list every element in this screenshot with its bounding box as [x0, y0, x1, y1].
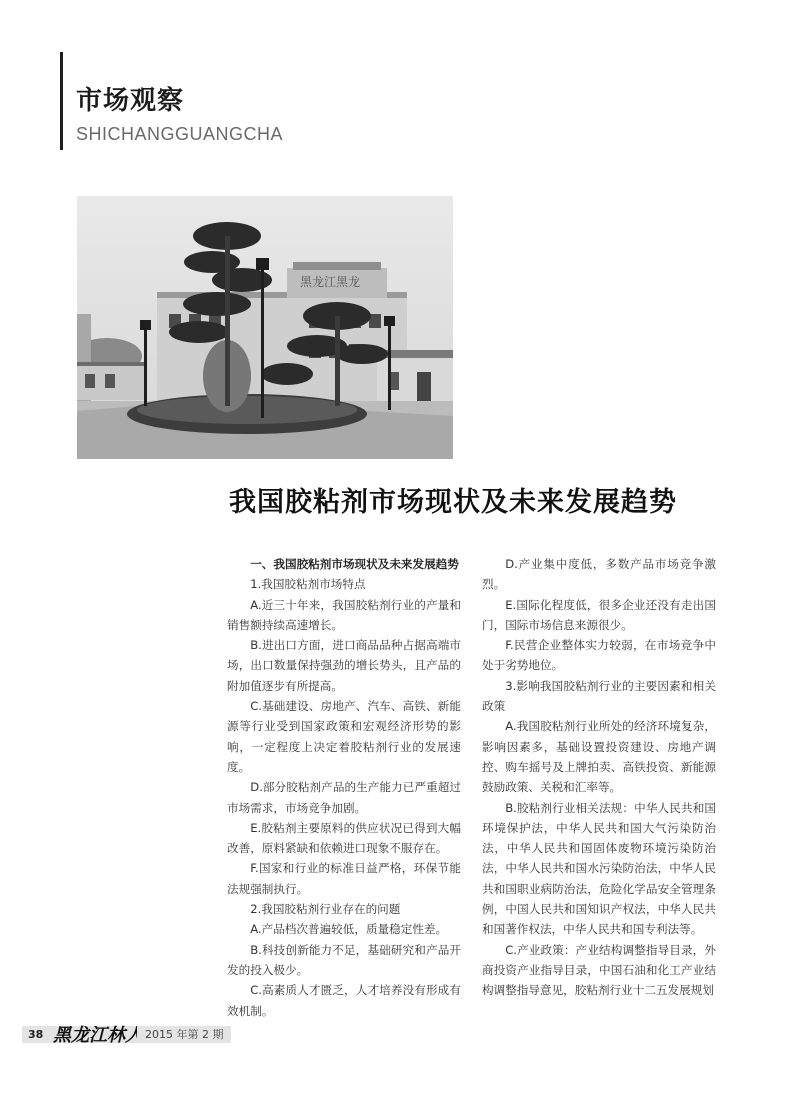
article-title: 我国胶粘剂市场现状及未来发展趋势 [229, 487, 677, 518]
issue-label: 2015 年第 2 期 [145, 1028, 224, 1041]
paragraph: E.国际化程度低，很多企业还没有走出国门，国际市场信息来源很少。 [482, 597, 716, 632]
section-title: 市场观察 [76, 86, 185, 116]
subsection-heading: 3.影响我国胶粘剂行业的主要因素和相关政策 [482, 678, 716, 714]
svg-text:黑龙江林人: 黑龙江林人 [53, 1025, 137, 1046]
section-heading: 一、我国胶粘剂市场现状及未来发展趋势 [250, 557, 459, 571]
paragraph: B.科技创新能力不足，基础研究和产品开发的投入极少。 [227, 942, 461, 977]
paragraph: B.胶粘剂行业相关法规：中华人民共和国环境保护法，中华人民共和国大气污染防治法，中华人民共和国固体废物环境污染防治法，中华人民共和国水污染防治法，中华人民共和国职业病防治法，危险化学品安全管理条例，中国人民共和国知识产权法，中华人民共和国著作权法，中华人民共和国专利法等。 [482, 800, 716, 937]
paragraph: A.我国胶粘剂行业所处的经济环境复杂，影响因素多，基础设置投资建设、房地产调控、购车摇号及上牌拍卖、高铁投资、新能源鼓励政策、关税和汇率等。 [482, 719, 716, 795]
section-subtitle: SHICHANGGUANGCHA [76, 124, 284, 144]
paragraph: C.高素质人才匮乏，人才培养没有形成有效机制。 [227, 983, 461, 1018]
paragraph: E.胶粘剂主要原料的供应状况已得到大幅改善，原料紧缺和依赖进口现象不服存在。 [227, 820, 461, 856]
left-column [227, 554, 461, 1021]
paragraph: D.产业集中度低，多数产品市场竞争激烈。 [482, 557, 716, 592]
subsection-heading: 1.我国胶粘剂市场特点 [250, 577, 366, 592]
paragraph: D.部分胶粘剂产品的生产能力已严重超过市场需求，市场竞争加剧。 [227, 780, 461, 815]
subsection-heading: 2.我国胶粘剂行业存在的问题 [250, 902, 401, 917]
right-column [482, 554, 716, 1001]
paragraph: A.产品档次普遍较低，质量稳定性差。 [250, 922, 448, 937]
paragraph: F.民营企业整体实力较弱，在市场竞争中处于劣势地位。 [482, 638, 716, 673]
paragraph: C.基础建设、房地产、汽车、高铁、新能源等行业受到国家政策和宏观经济形势的影响，一定程度上决定着胶粘剂行业的发展速度。 [227, 699, 461, 774]
magazine-logo [53, 1022, 137, 1046]
section-side-rule [60, 52, 63, 150]
page-number: 38 [28, 1028, 44, 1041]
paragraph: A.近三十年来，我国胶粘剂行业的产量和销售额持续高速增长。 [227, 597, 461, 632]
paragraph: F.国家和行业的标准日益严格，环保节能法规强制执行。 [227, 861, 461, 896]
paragraph: C.产业政策：产业结构调整指导目录，外商投资产业指导目录，中国石油和化工产业结构调整指导意见，胶粘剂行业十二五发展规划 [482, 942, 716, 998]
article-photo [77, 196, 453, 459]
paragraph: B.进出口方面，进口商品品种占据高端市场，出口数量保持强劲的增长势头，且产品的附加值逐步有所提高。 [227, 638, 461, 693]
building-sign-text: 黑龙江黑龙 [300, 275, 361, 289]
